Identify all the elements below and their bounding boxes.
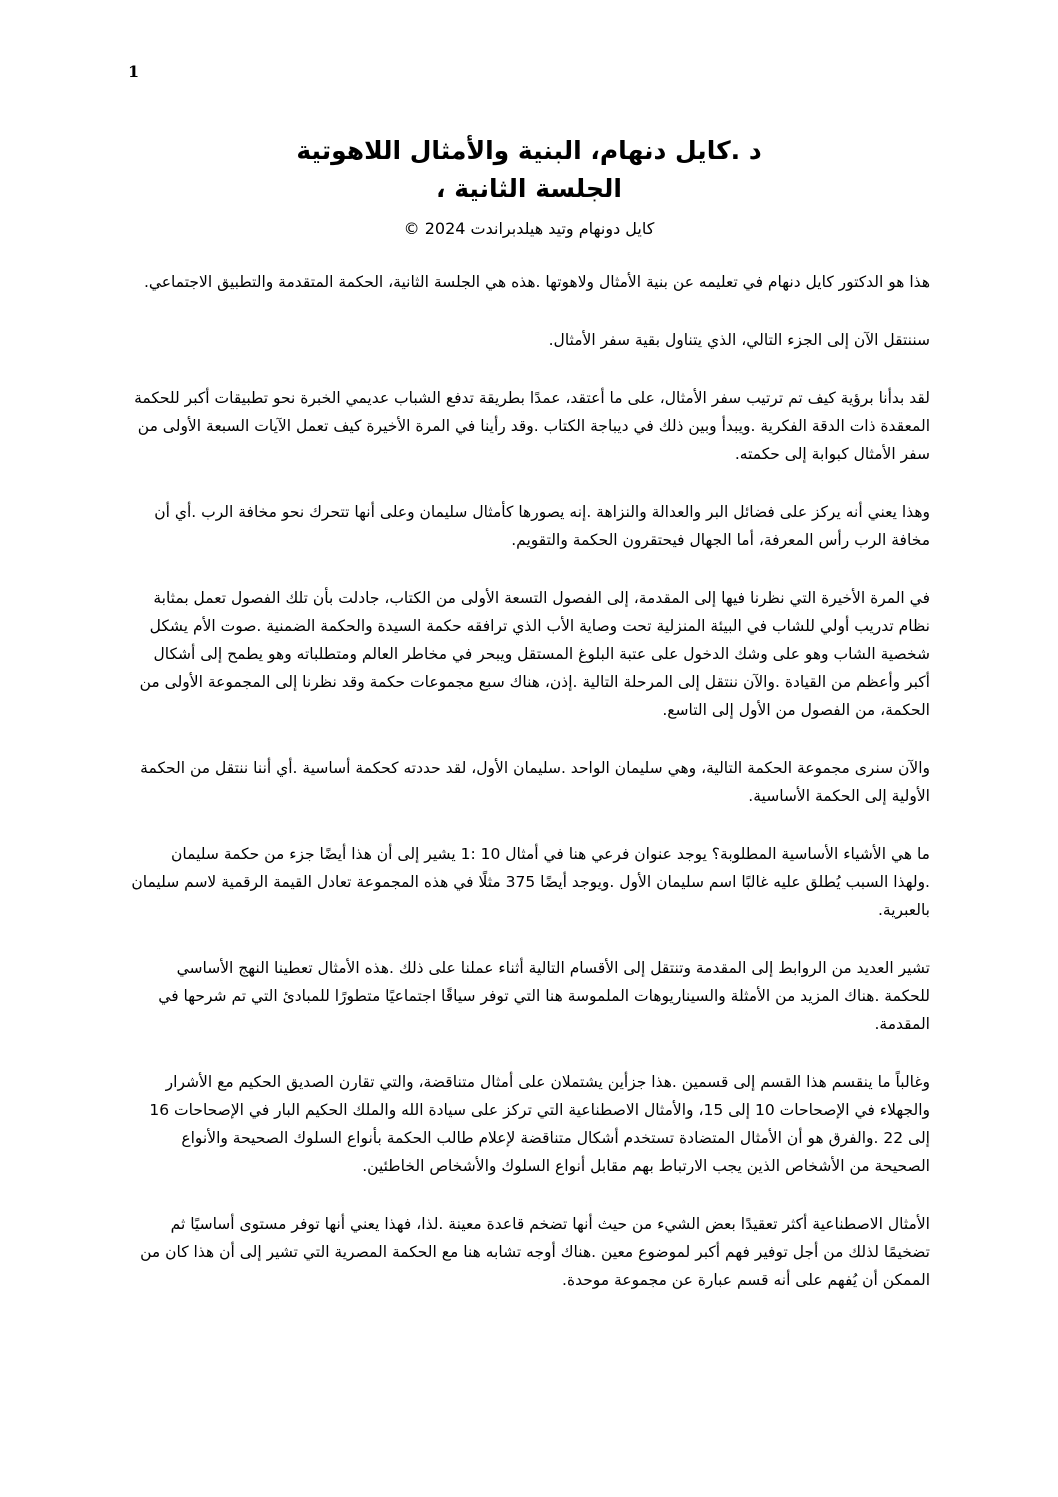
page-number: 1 — [128, 62, 140, 81]
paragraph-4: وهذا يعني أنه يركز على فضائل البر والعدالة والنزاهة .إنه يصورها كأمثال سليمان وعلى أنها تتحرك نحو مخافة الرب .أي أن مخافة الرب رأس المعرفة، أما الجهال فيحتقرون الحكمة والتقويم. — [154, 503, 930, 549]
paragraph-10: الأمثال الاصطناعية أكثر تعقيدًا بعض الشيء من حيث أنها تضخم قاعدة معينة .لذا، فهذا يعني أنها توفر مستوى أساسيًا ثم تضخيمًا لذلك من أجل توفير فهم أكبر لموضوع معين .هناك أوجه تشابه هنا مع الحكمة المصرية التي تشير إلى أن هذا كان من الممكن أن يُفهم على أنه قسم عبارة عن مجموعة موحدة. — [140, 1215, 930, 1289]
paragraph-5: في المرة الأخيرة التي نظرنا فيها إلى المقدمة، إلى الفصول التسعة الأولى من الكتاب، جادلت بأن تلك الفصول تعمل بمثابة نظام تدريب أولي للشاب في البيئة المنزلية تحت وصاية الأب الذي ترافقه حكمة السيدة والحكمة الضمنية .صوت الأم يشكل شخصية الشاب وهو على وشك الدخول على عتبة البلوغ المستقل ويبحر في مخاطر العالم ومتطلباته وهو يطمح إلى أشكال أكبر وأعظم من القيادة .والآن ننتقل إلى المرحلة التالية .إذن، هناك سبع مجموعات حكمة وقد نظرنا إلى المجموعة الأولى من الحكمة، من الفصول من الأول إلى التاسع. — [139, 589, 930, 719]
session-title: الجلسة الثانية ، — [436, 174, 622, 203]
paragraph-3: لقد بدأنا برؤية كيف تم ترتيب سفر الأمثال، على ما أعتقد، عمدًا بطريقة تدفع الشباب عديمي الخبرة نحو تطبيقات أكبر للحكمة المعقدة ذات الدقة الفكرية .ويبدأ وبين ذلك في ديباجة الكتاب .وقد رأينا في المرة الأخيرة كيف تعمل الآيات السبعة الأولى من سفر الأمثال كبوابة إلى حكمته. — [134, 389, 930, 463]
paragraph-2: سننتقل الآن إلى الجزء التالي، الذي يتناول بقية سفر الأمثال. — [548, 331, 930, 349]
paragraph-6: والآن سنرى مجموعة الحكمة التالية، وهي سليمان الواحد .سليمان الأول، لقد حددته كحكمة أساسية .أي أننا ننتقل من الحكمة الأولية إلى الحكمة الأساسية. — [140, 759, 930, 805]
paragraph-7: ما هي الأشياء الأساسية المطلوبة؟ يوجد عنوان فرعي هنا في أمثال 10 :1 يشير إلى أن هذا أيضًا جزء من حكمة سليمان .ولهذا السبب يُطلق عليه غالبًا اسم سليمان الأول .ويوجد أيضًا 375 مثلًا في هذه المجموعة تعادل القيمة الرقمية لاسم سليمان بالعبرية. — [131, 845, 930, 919]
paragraph-8: تشير العديد من الروابط إلى المقدمة وتنتقل إلى الأقسام التالية أثناء عملنا على ذلك .هذه الأمثال تعطينا النهج الأساسي للحكمة .هناك المزيد من الأمثلة والسيناريوهات الملموسة هنا التي توفر سياقًا اجتماعيًا متطورًا للمبادئ التي تم شرحها في المقدمة. — [158, 959, 930, 1033]
document-title: د .كايل دنهام، البنية والأمثال اللاهوتية — [296, 136, 762, 165]
document-header — [130, 132, 928, 240]
paragraph-9: وغالباً ما ينقسم هذا القسم إلى قسمين .هذا جزأين يشتملان على أمثال متناقضة، والتي تقارن الصديق الحكيم مع الأشرار والجهلاء في الإصحاحات 10 إلى 15، والأمثال الاصطناعية التي تركز على سيادة الله والملك الحكيم البار في الإصحاحات 16 إلى 22 .والفرق هو أن الأمثال المتضادة تستخدم أشكال متناقضة لإعلام طالب الحكمة بأنواع السلوك الصحيحة والأنواع الصحيحة من الأشخاص الذين يجب الارتباط بهم مقابل أنواع السلوك والأشخاص الخاطئين. — [149, 1073, 930, 1175]
document-body — [130, 268, 930, 1324]
paragraph-1: هذا هو الدكتور كايل دنهام في تعليمه عن بنية الأمثال ولاهوتها .هذه هي الجلسة الثانية، الحكمة المتقدمة والتطبيق الاجتماعي. — [143, 273, 930, 291]
copyright-line: كايل دونهام وتيد هيلدبراندت 2024 © — [403, 219, 655, 238]
